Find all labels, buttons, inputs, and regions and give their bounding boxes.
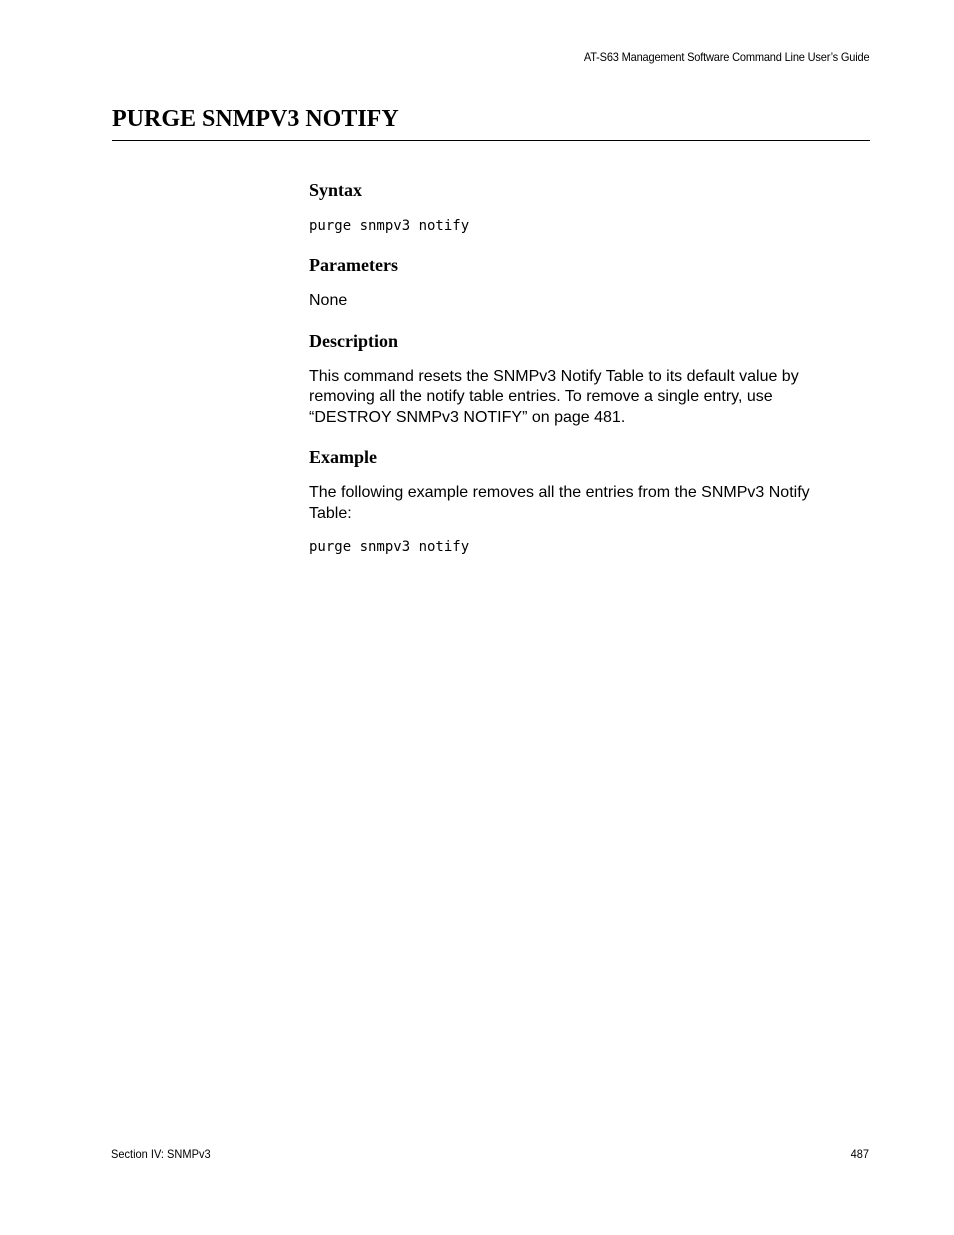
content-body bbox=[309, 178, 857, 557]
parameters-heading: Parameters bbox=[309, 255, 398, 275]
example-line-2: Table: bbox=[309, 504, 352, 522]
description-line-3: “DESTROY SNMPv3 NOTIFY” on page 481. bbox=[309, 408, 626, 426]
description-line-1: This command resets the SNMPv3 Notify Table to its default value by bbox=[309, 367, 799, 385]
title-rule bbox=[112, 140, 870, 141]
example-heading: Example bbox=[309, 447, 378, 467]
page-title: PURGE SNMPV3 NOTIFY bbox=[112, 106, 399, 132]
parameters-text: None bbox=[309, 292, 348, 309]
description-heading: Description bbox=[309, 330, 398, 351]
example-line-1: The following example removes all the entries from the SNMPv3 Notify bbox=[309, 484, 810, 501]
example-code: purge snmpv3 notify bbox=[309, 539, 470, 555]
running-header: AT-S63 Management Software Command Line User’s Guide bbox=[583, 50, 869, 64]
syntax-code: purge snmpv3 notify bbox=[309, 218, 470, 234]
footer-section-label: Section IV: SNMPv3 bbox=[111, 1147, 211, 1161]
footer-page-number: 487 bbox=[850, 1147, 869, 1161]
description-line-2: removing all the notify table entries. To remove a single entry, use bbox=[309, 388, 773, 405]
syntax-heading: Syntax bbox=[309, 180, 363, 200]
